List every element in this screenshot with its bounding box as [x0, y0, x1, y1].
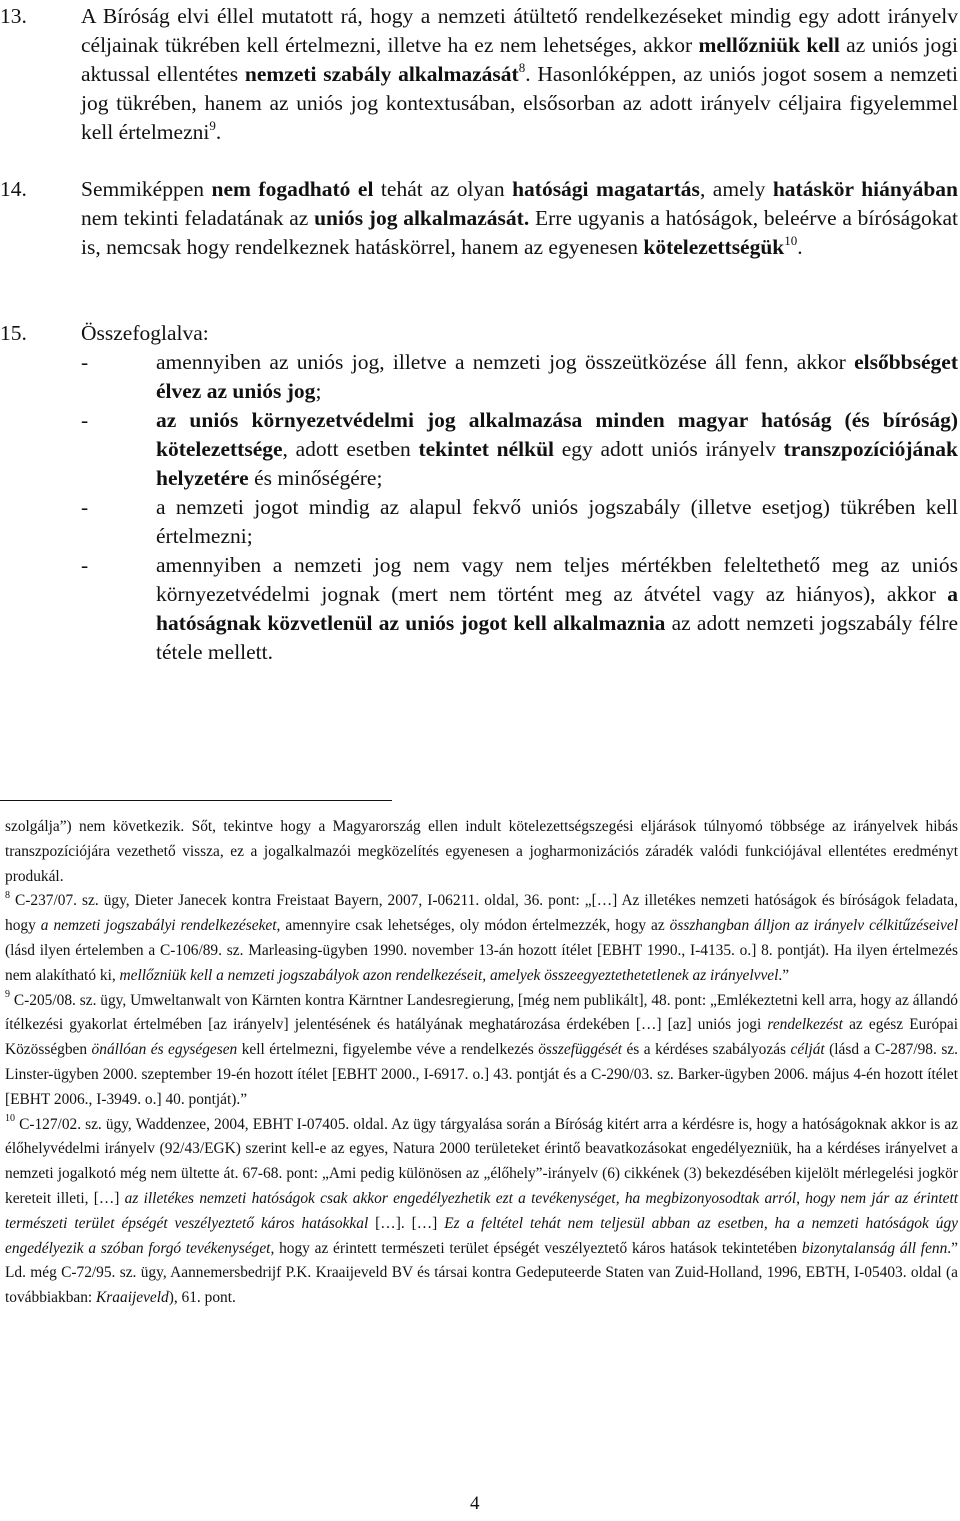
list-item: - amennyiben a nemzeti jog nem vagy nem teljes mértékben feleltethető meg az uniós környezetvédelmi jognak (mert nem történt meg az átvétel vagy az hiányos), akkor a hatóságnak közvetlenül az uniós jogot kell alkalmaznia az adott nemzeti jogszabály félre tétele mellett. [81, 553, 958, 664]
list-item: - amennyiben az uniós jog, illetve a nemzeti jog összeütközése áll fenn, akkor elsőbbséget élvez az uniós jog; [81, 350, 958, 403]
paragraph-number: 14. [0, 177, 27, 201]
page-number: 4 [470, 1493, 480, 1514]
footnote-9: $^9$ C-205/08. sz. ügy, Umweltanwalt von Kärnten kontra Kärntner Landesregierung, [még nem publikált], 48. pont: „Emlékeztetni kell arra, hogy az állandó ítélkezési gyakorlat értelmében [az irányelv] jelentésének és hatályának meghatározása érdekében […] [az] uniós jogi rendelkezést az egész Európai Közösségben önállóan és egységesen kell értelmezni, figyelembe véve a rendelkezés összefüggését és a kérdéses szabályozás célját (lásd a C-287/98. sz. Linster-ügyben 2000. szeptember 19-én hozott ítélet [EBHT 2000., I-6917. o.] 43. pontját és a C-290/03. sz. Barker-ügyben 2006. május 4-én hozott ítélet [EBHT 2006., I-3949. o.] 40. pontját).” [5, 989, 959, 1108]
footnote-8: $^8$ C-237/07. sz. ügy, Dieter Janecek kontra Freistaat Bayern, 2007, I-06211. oldal, 36. pont: „[…] Az illetékes nemzeti hatóságok és bíróságok feladata, hogy a nemzeti jogszabályi rendelkezéseket, amennyire csak lehetséges, oly módon értelmezzék, hogy az összhangban álljon az irányelv célkitűzéseivel (lásd ilyen értelemben a C-106/89. sz. Marleasing-ügyben 1990. november 13-án hozott ítélet [EBHT 1990., I-4135. o.] 8. pontját). Ha ilyen értelmezés nem alakítható ki, mellőzniük kell a nemzeti jogszabályok azon rendelkezéseit, amelyek összeegyeztethetetlenek az irányelvvel.” [5, 890, 958, 984]
summary-list [81, 348, 958, 667]
footnote-ref[interactable]: 9 [209, 117, 216, 133]
paragraph-text: A Bíróság elvi éllel mutatott rá, hogy a nemzeti átültető rendelkezéseket mindig egy adott irányelv céljainak tükrében kell értelmezni, illetve ha ez nem lehetséges, akkor mellőzniük kell az uniós jogi aktussal ellentétes nemzeti szabály alkalmazását$^8$. Hasonlóképpen, az uniós jogot sosem a nemzeti jog tükrében, hanem az uniós jog kontextusában, elsősorban az adott irányelv céljaira figyelemmel kell értelmezni$^9$. [81, 4, 959, 144]
footnote-separator [0, 800, 392, 801]
footnote-ref[interactable]: 8 [518, 59, 526, 75]
list-dash: - [81, 553, 89, 577]
paragraph-number: 13. [0, 4, 27, 28]
paragraph-text: Semmiképpen nem fogadható el tehát az olyan hatósági magatartás, amely hatáskör hiányában nem tekinti feladatának az uniós jog alkalmazását. Erre ugyanis a hatóságok, beleérve a bíróságokat is, nemcsak hogy rendelkeznek hatáskörrel, hanem az egyenesen kötelezettségük$^{10}$. [81, 177, 958, 259]
list-dash: - [81, 350, 89, 374]
paragraph-intro: Összefoglalva: [81, 321, 209, 345]
list-dash: - [81, 495, 89, 519]
footnote-ref[interactable]: 10 [784, 232, 798, 248]
paragraph-number: 15. [0, 321, 27, 345]
footnote-number: 8 [5, 890, 10, 902]
footnote-10: $^{10}$ C-127/02. sz. ügy, Waddenzee, 2004, EBHT I-07405. oldal. Az ügy tárgyalása során a Bíróság kitért arra a kérdésre is, hogy a hatóságoknak akkor is az élőhelyvédelmi irányelv (92/43/EGK) szerint kell-e az egyes, Natura 2000 területeket érintő beavatkozásokat engedélyezniük, ha a kérdéses irányelvet a nemzeti jogalkotó még nem ültette át. 67-68. pont: „Ami pedig különösen az „élőhely”-irányelv (6) cikkének (3) bekezdésében kijelölt mérlegelési jogkör kereteit illeti, […] az illetékes nemzeti hatóságok csak akkor engedélyezhetik ezt a tevékenységet, ha megbizonyosodtak arról, hogy nem jár az érintett természeti terület épségét veszélyeztető káros hatásokkal […]. […] Ez a feltétel tehát nem teljesül abban az esetben, ha a nemzeti hatóságok úgy engedélyezik a szóban forgó tevékenységet, hogy az érintett természeti terület épségét veszélyeztető káros hatások tekintetében bizonytalanság áll fenn.” Ld. még C-72/95. sz. ügy, Aannemersbedrijf P.K. Kraaijeveld BV és társai kontra Gedeputeerde Staten van Zuid-Holland, 1996, EBTH, I-05403. oldal (a továbbiakban: Kraaijeveld), 61. pont. [5, 1113, 958, 1307]
list-item: - az uniós környezetvédelmi jog alkalmazása minden magyar hatóság (és bíróság) kötelezettsége, adott esetben tekintet nélkül egy adott uniós irányelv transzpozíciójának helyzetére és minőségére; [81, 408, 958, 490]
footnote-number: 9 [5, 989, 10, 1001]
list-item: - a nemzeti jogot mindig az alapul fekvő uniós jogszabály (illetve esetjog) tükrében kell értelmezni; [81, 495, 958, 548]
list-dash: - [81, 408, 89, 432]
footnote-continuation: szolgálja”) nem következik. Sőt, tekintve hogy a Magyarország ellen indult kötelezettségszegési eljárások túlnyomó többsége az irányelvek hibás transzpozíciójára vezethető vissza, ez a jogalkalmazói megközelítés egyenesen a jogharmonizációs záradék valódi funkciójával ellentétes eredményt produkál. [5, 818, 958, 885]
footnote-number: 10 [5, 1113, 15, 1125]
footnotes [5, 815, 958, 1311]
